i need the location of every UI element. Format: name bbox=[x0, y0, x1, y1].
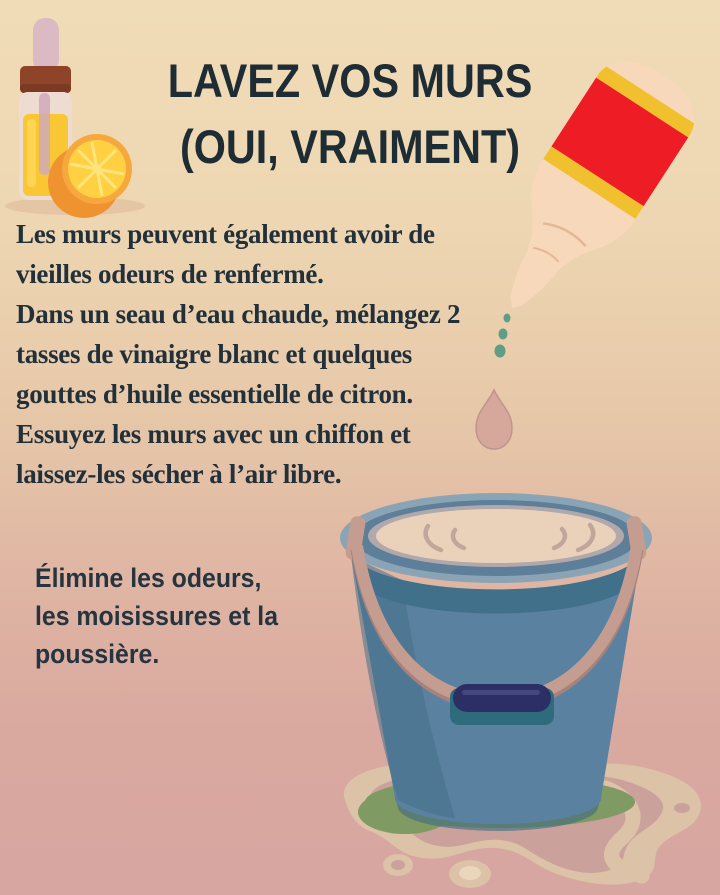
bucket-water-surface bbox=[376, 509, 616, 563]
title-line-1: LAVEZ VOS MURS bbox=[167, 54, 533, 107]
dropper-bulb bbox=[33, 18, 59, 72]
body-line: Dans un seau d’eau chaude, mélangez 2 bbox=[16, 299, 461, 329]
handle-grip-highlight bbox=[462, 690, 540, 695]
benefit-line: Élimine les odeurs, bbox=[35, 563, 262, 593]
body-line: tasses de vinaigre blanc et quelques bbox=[16, 339, 412, 369]
body-line: vieilles odeurs de renfermé. bbox=[16, 259, 324, 289]
page-title bbox=[95, 48, 605, 180]
body-line: Essuyez les murs avec un chiffon et bbox=[16, 419, 411, 449]
benefit-text bbox=[35, 559, 339, 673]
body-line: gouttes d’huile essentielle de citron. bbox=[16, 379, 413, 409]
handle-grip bbox=[453, 684, 551, 712]
body-line: laissez-les sécher à l’air libre. bbox=[16, 459, 342, 489]
dropper-cap-edge bbox=[20, 84, 71, 93]
pipette-stem bbox=[39, 93, 50, 175]
oil-highlight bbox=[27, 119, 36, 187]
benefit-line: poussière. bbox=[35, 639, 160, 669]
puddle-droplet-inner bbox=[391, 860, 405, 870]
title-line-2: (OUI, VRAIMENT) bbox=[179, 120, 521, 173]
benefit-line: les moisissures et la bbox=[35, 601, 279, 631]
body-line: Les murs peuvent également avoir de bbox=[16, 219, 435, 249]
puddle-droplet-inner bbox=[459, 866, 481, 880]
instructions-paragraph bbox=[16, 214, 536, 494]
puddle-droplet-inner bbox=[674, 803, 690, 813]
